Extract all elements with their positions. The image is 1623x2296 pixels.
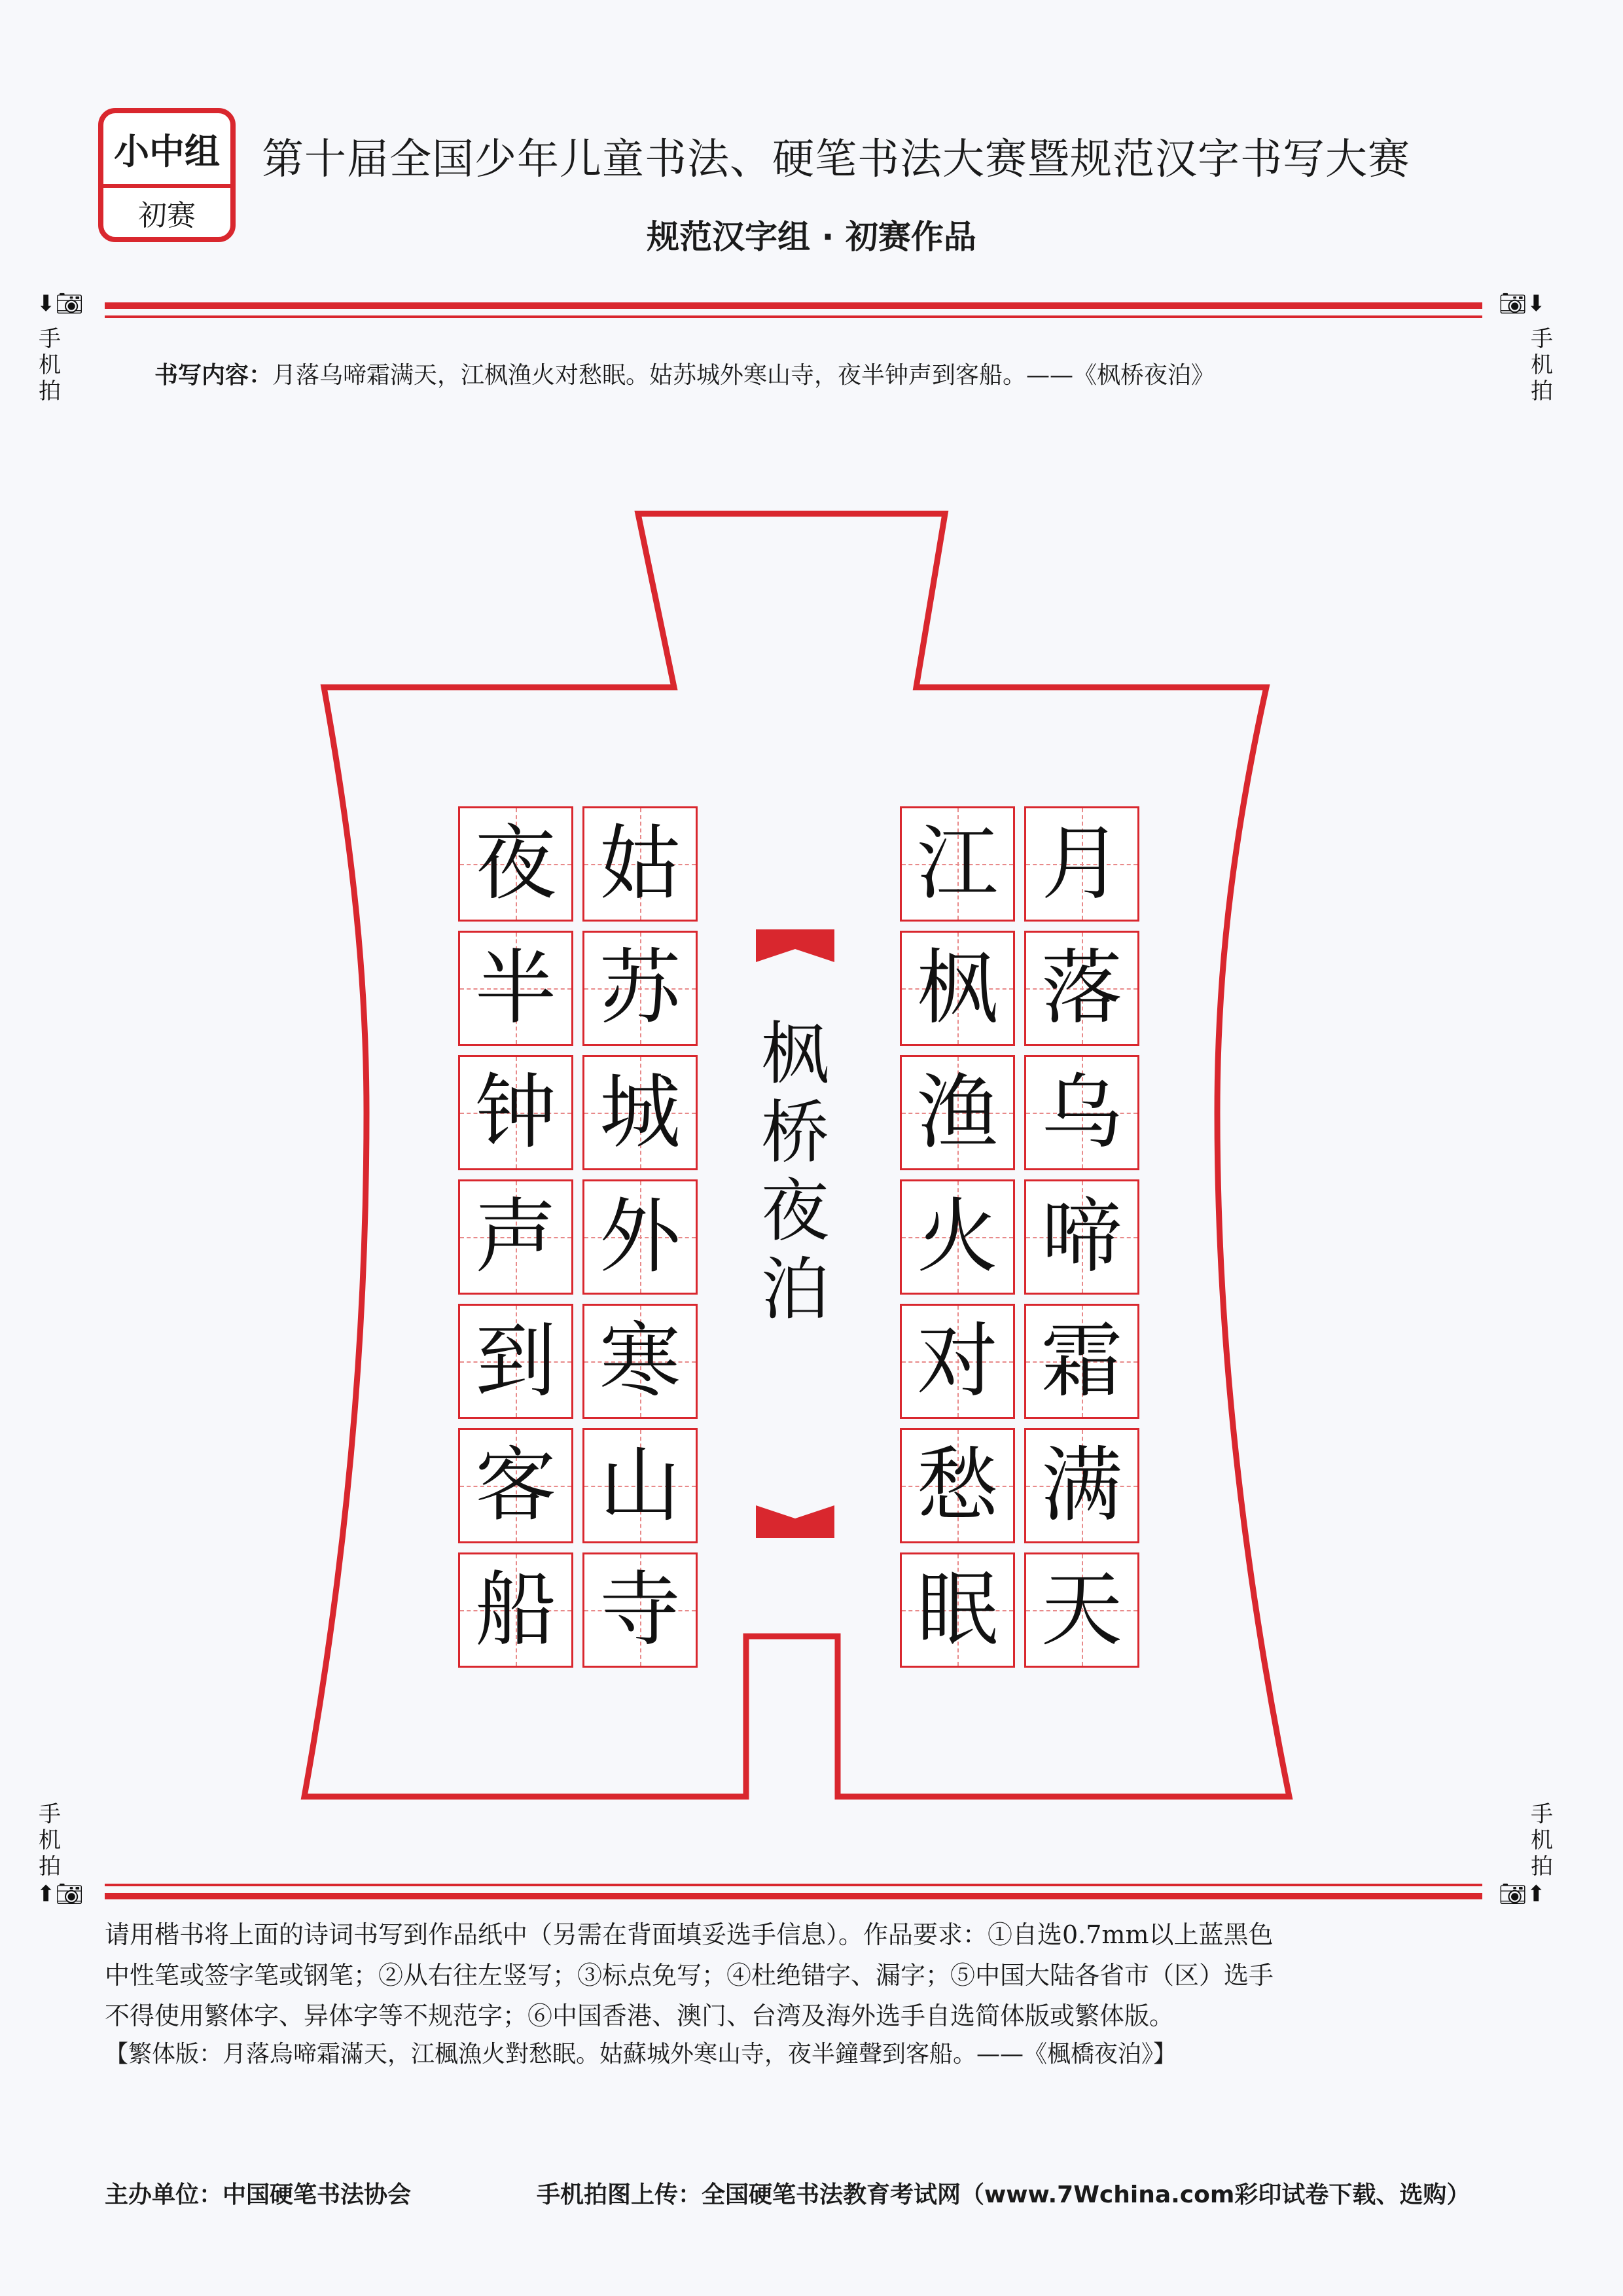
grid-cell	[900, 1428, 1015, 1543]
camera-hint-left-bottom: 手 机 拍	[39, 1801, 61, 1880]
grid-character: 渔	[916, 1066, 998, 1160]
writing-content-text: 月落乌啼霜满天，江枫渔火对愁眠。姑苏城外寒山寺，夜半钟声到客船。——《枫桥夜泊》	[272, 362, 1215, 389]
traditional-version-text: 【繁体版：月落烏啼霜滿天，江楓漁火對愁眠。姑蘇城外寒山寺，夜半鐘聲到客船。——《楓橋夜泊》】	[105, 2041, 1177, 2068]
bottom-rule-thin	[105, 1884, 1482, 1886]
grid-character: 寒	[599, 1314, 681, 1408]
grid-character: 城	[599, 1066, 681, 1160]
grid-character: 夜	[474, 817, 556, 911]
grid-character: 半	[474, 941, 556, 1035]
grid-character: 江	[916, 817, 998, 911]
grid-character: 外	[599, 1190, 681, 1284]
grid-character: 声	[474, 1190, 556, 1284]
grid-cell	[1024, 1304, 1139, 1419]
requirements-line: 不得使用繁体字、异体字等不规范字；⑥中国香港、澳门、台湾及海外选手自选简体版或繁体版。	[105, 2001, 1175, 2030]
grid-cell	[458, 1304, 573, 1419]
grid-cell	[582, 1304, 698, 1419]
title-ornament-bottom	[756, 1505, 834, 1538]
grid-cell	[458, 1428, 573, 1543]
grid-character: 霜	[1041, 1314, 1122, 1408]
requirements-text	[105, 1914, 1492, 2036]
grid-cell	[458, 1552, 573, 1668]
grid-cell	[458, 931, 573, 1046]
grid-cell	[900, 806, 1015, 922]
bottom-rule-thick	[105, 1893, 1482, 1899]
grid-cell	[900, 1304, 1015, 1419]
grid-cell	[582, 1552, 698, 1668]
grid-cell	[1024, 1552, 1139, 1668]
requirements-line: 请用楷书将上面的诗词书写到作品纸中（另需在背面填妥选手信息）。作品要求：①自选0.7mm以上蓝黑色	[105, 1920, 1274, 1949]
grid-cell	[1024, 806, 1139, 922]
grid-cell	[582, 1179, 698, 1295]
grid-cell	[458, 806, 573, 922]
grid-character: 客	[474, 1439, 556, 1533]
grid-character: 苏	[599, 941, 681, 1035]
page-title: 第十届全国少年儿童书法、硬笔书法大赛暨规范汉字书写大赛	[262, 135, 1410, 184]
badge-group-label: 小中组	[114, 130, 220, 172]
grid-cell	[582, 1428, 698, 1543]
title-ornament-top	[756, 929, 834, 962]
grid-character: 乌	[1041, 1066, 1122, 1160]
organizer-text: 主办单位：中国硬笔书法协会	[105, 2181, 412, 2208]
grid-cell	[900, 1552, 1015, 1668]
camera-hint-right-bottom: 手 机 拍	[1531, 1801, 1553, 1880]
grid-cell	[458, 1179, 573, 1295]
grid-cell	[1024, 1179, 1139, 1295]
grid-character: 钟	[474, 1066, 556, 1160]
grid-character: 落	[1041, 941, 1122, 1035]
grid-character: 姑	[599, 817, 681, 911]
grid-character: 船	[474, 1563, 556, 1657]
grid-cell	[1024, 1055, 1139, 1170]
grid-character: 眠	[916, 1563, 998, 1657]
download-camera-icon: 📷︎⬇	[1499, 291, 1546, 317]
upload-camera-icon: 📷︎⬆	[1499, 1881, 1546, 1907]
grid-character: 天	[1041, 1563, 1122, 1657]
writing-content-label: 书写内容：	[154, 362, 273, 389]
grid-cell	[900, 1055, 1015, 1170]
grid-character: 啼	[1041, 1190, 1122, 1284]
page-subtitle: 规范汉字组 · 初赛作品	[647, 218, 976, 256]
requirements-line: 中性笔或签字笔或钢笔；②从右往左竖写；③标点免写；④杜绝错字、漏字；⑤中国大陆各省市（区）选手	[105, 1961, 1274, 1990]
grid-character: 对	[916, 1314, 998, 1408]
grid-character: 山	[599, 1439, 681, 1533]
grid-cell	[582, 806, 698, 922]
camera-hint-left-top: 手 机 拍	[39, 326, 61, 404]
upload-camera-icon: ⬆📷︎	[37, 1881, 84, 1907]
grid-character: 月	[1041, 817, 1122, 911]
grid-character: 到	[474, 1314, 556, 1408]
download-camera-icon: ⬇📷︎	[37, 291, 84, 317]
grid-character: 愁	[916, 1439, 998, 1533]
grid-cell	[458, 1055, 573, 1170]
camera-hint-right-top: 手 机 拍	[1531, 326, 1553, 404]
badge-round-label: 初赛	[138, 199, 196, 232]
grid-character: 满	[1041, 1439, 1122, 1533]
grid-character: 枫	[916, 941, 998, 1035]
grid-cell	[900, 931, 1015, 1046]
grid-character: 火	[916, 1190, 998, 1284]
grid-cell	[1024, 931, 1139, 1046]
poem-title: 枫 桥 夜 泊	[760, 1014, 829, 1329]
upload-info-text: 手机拍图上传：全国硬笔书法教育考试网（www.7Wchina.com彩印试卷下载、选购）	[537, 2181, 1471, 2208]
grid-cell	[582, 931, 698, 1046]
grid-character: 寺	[599, 1563, 681, 1657]
grid-cell	[1024, 1428, 1139, 1543]
grid-cell	[900, 1179, 1015, 1295]
grid-cell	[582, 1055, 698, 1170]
